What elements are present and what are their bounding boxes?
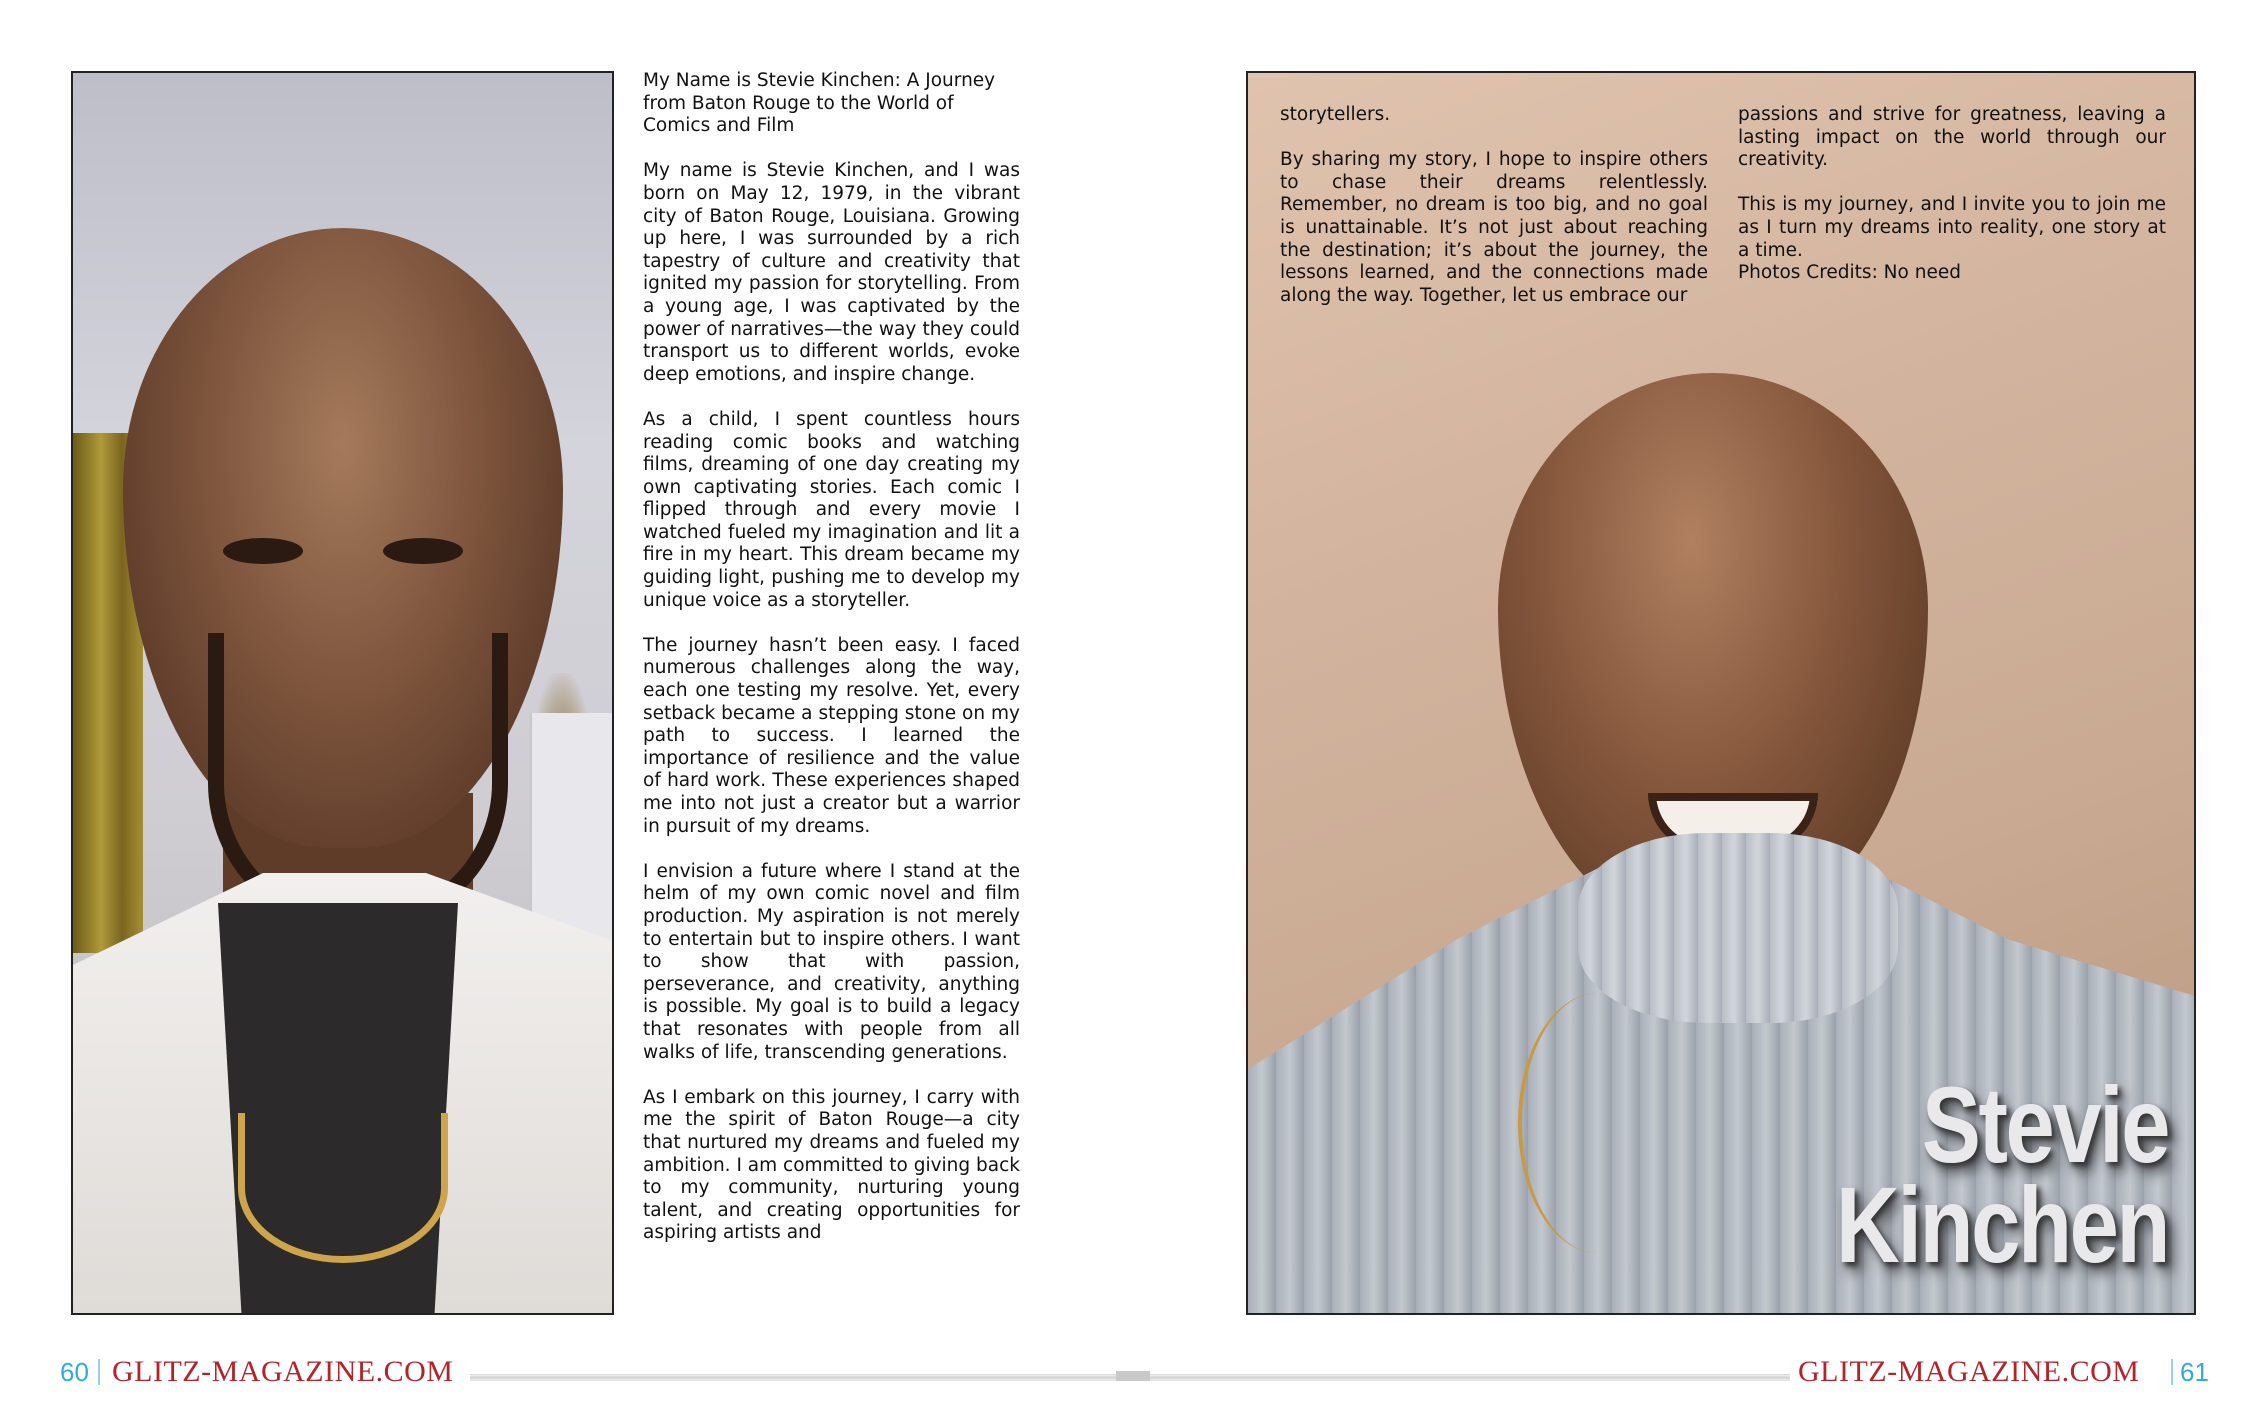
page-number-right: 61 bbox=[2180, 1357, 2209, 1387]
right-article-column-2 bbox=[1738, 104, 2166, 285]
footer-separator-right bbox=[2171, 1359, 2173, 1385]
page-number-left: 60 bbox=[60, 1357, 89, 1387]
article-paragraph-1: My name is Stevie Kinchen, and I was born on May 12, 1979, in the vibrant city of Baton Rouge, Louisiana. Growing up here, I was surrounded by a rich tapestry of culture and creativity that ignited my passion for storytelling. From a young age, I was captivated by the power of narratives—the way they could transport us to different worlds, evoke deep emotions, and inspire change. bbox=[643, 160, 1020, 385]
footer-rule-center-mark bbox=[1116, 1371, 1150, 1381]
name-first: Stevie bbox=[1921, 1064, 2168, 1185]
name-overlay-heading bbox=[1835, 1064, 2168, 1285]
photo-credit: Photos Credits: No need bbox=[1738, 262, 1961, 284]
site-name-right[interactable]: GLITZ-MAGAZINE.COM bbox=[1798, 1355, 2140, 1388]
article-paragraph-5: As I embark on this journey, I carry with me the spirit of Baton Rouge—a city that nurtured my dreams and fueled my ambition. I am committed to giving back to my community, nurturing young talent, and creating opportunities for aspiring artists and bbox=[643, 1086, 1020, 1244]
article-paragraph-9: This is my journey, and I invite you to join me as I turn my dreams into reality, one story at a time. bbox=[1738, 194, 2166, 261]
article-title: My Name is Stevie Kinchen: A Journey from Baton Rouge to the World of Comics and Film bbox=[643, 70, 996, 137]
article-paragraph-7: By sharing my story, I hope to inspire others to chase their dreams relentlessly. Remember, no dream is too big, and no goal is unattainable. It’s not just about reaching the destination; it’s about the journey, the lessons learned, and the connections made along the way. Together, let us embrace our bbox=[1280, 149, 1708, 306]
article-paragraph-3: The journey hasn’t been easy. I faced numerous challenges along the way, each one testing my resolve. Yet, every setback became a stepping stone on my path to success. I learned the importance of resilience and the value of hard work. These experiences shaped me into not just a creator but a warrior in pursuit of my dreams. bbox=[643, 634, 1020, 837]
name-last: Kinchen bbox=[1835, 1164, 2168, 1285]
gold-chain-shape bbox=[1518, 993, 1678, 1253]
left-portrait-photo bbox=[71, 71, 614, 1315]
right-article-column-1 bbox=[1280, 104, 1708, 330]
left-article-column bbox=[643, 70, 1020, 1320]
right-eye-shape bbox=[383, 538, 463, 564]
article-paragraph-4: I envision a future where I stand at the helm of my own comic novel and film production. My aspiration is not merely to entertain but to inspire others. I want to show that with passion, perseverance, and creativity, anything is possible. My goal is to build a legacy that resonates with people from all walks of life, transcending generations. bbox=[643, 860, 1020, 1063]
page-footer bbox=[0, 1355, 2268, 1395]
gold-chain-shape bbox=[238, 1113, 448, 1263]
site-name-left[interactable]: GLITZ-MAGAZINE.COM bbox=[112, 1355, 454, 1388]
footer-separator-left bbox=[98, 1359, 100, 1385]
article-paragraph-8: passions and strive for greatness, leaving a lasting impact on the world through our creativity. bbox=[1738, 104, 2166, 171]
article-paragraph-2: As a child, I spent countless hours reading comic books and watching films, dreaming of one day creating my own captivating stories. Each comic I flipped through and every movie I watched fueled my imagination and lit a fire in my heart. This dream became my guiding light, pushing me to develop my unique voice as a storyteller. bbox=[643, 408, 1020, 611]
left-eye-shape bbox=[223, 538, 303, 564]
article-paragraph-6: storytellers. bbox=[1280, 104, 1391, 125]
